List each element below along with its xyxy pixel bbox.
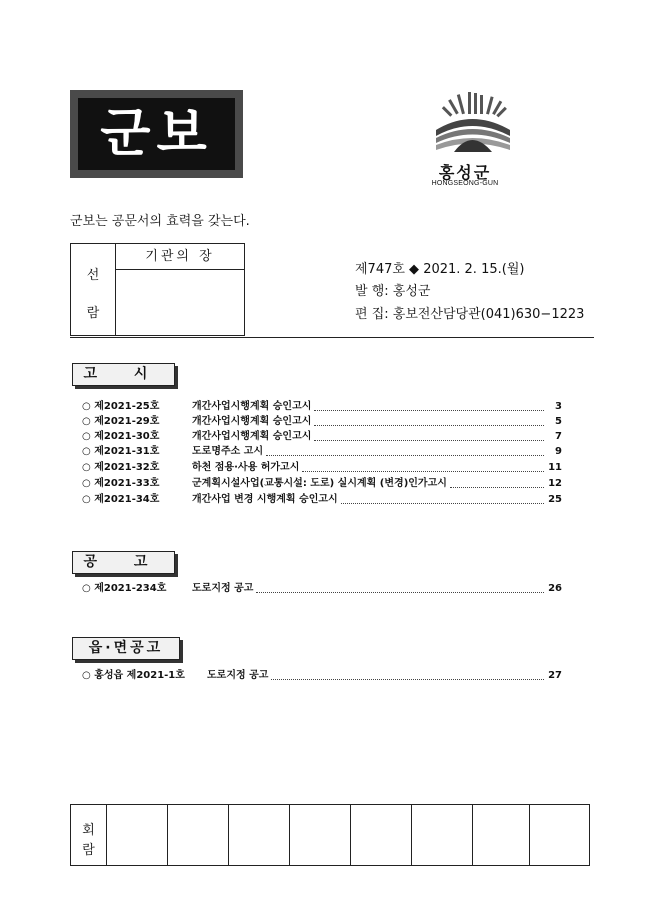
circulation-sign-cell[interactable] bbox=[107, 805, 168, 865]
circulation-sign-cell[interactable] bbox=[229, 805, 290, 865]
toc-item-title: 개간사업시행계획 승인고시 bbox=[192, 416, 312, 427]
toc-item[interactable] bbox=[82, 415, 562, 429]
toc-item-title: 도로지정 공고 bbox=[207, 670, 269, 681]
toc-item-number: ○ 제2021-30호 bbox=[82, 431, 160, 442]
toc-leader-dots bbox=[314, 439, 544, 441]
toc-item-title: 군계획시설사업(교통시설: 도로) 실시계획 (변경)인가고시 bbox=[192, 478, 447, 489]
toc-item[interactable] bbox=[82, 461, 562, 475]
approval-label-top: 선 bbox=[86, 268, 100, 283]
toc-item-page: 9 bbox=[555, 446, 562, 457]
toc-leader-dots bbox=[266, 454, 544, 456]
toc-item-number: ○ 홍성읍 제2021-1호 bbox=[82, 670, 185, 681]
circulation-table bbox=[70, 804, 590, 866]
toc-item-number: ○ 제2021-32호 bbox=[82, 462, 160, 473]
circulation-sign-cell[interactable] bbox=[412, 805, 473, 865]
approval-label-cell bbox=[71, 244, 116, 335]
logo-english-name: HONGSEONG-GUN bbox=[431, 180, 499, 187]
toc-item-page: 26 bbox=[548, 583, 562, 594]
toc-item[interactable] bbox=[82, 669, 562, 683]
circulation-label-top: 회 bbox=[82, 823, 95, 838]
circulation-sign-cell[interactable] bbox=[351, 805, 412, 865]
toc-item-page: 27 bbox=[548, 670, 562, 681]
toc-item[interactable] bbox=[82, 430, 562, 444]
toc-item-title: 개간사업시행계획 승인고시 bbox=[192, 401, 312, 412]
header-divider bbox=[70, 337, 594, 338]
toc-item[interactable] bbox=[82, 582, 562, 596]
tagline: 군보는 공문서의 효력을 갖는다. bbox=[70, 214, 250, 229]
hongseong-logo-icon bbox=[432, 90, 514, 160]
toc-item-number: ○ 제2021-34호 bbox=[82, 494, 160, 505]
toc-item-page: 3 bbox=[555, 401, 562, 412]
title-block bbox=[70, 90, 243, 178]
section-heading-announcement: 공 고 bbox=[72, 551, 175, 574]
section-heading-town-announcement: 읍·면공고 bbox=[72, 637, 180, 660]
toc-item-number: ○ 제2021-29호 bbox=[82, 416, 160, 427]
toc-item-number: ○ 제2021-234호 bbox=[82, 583, 167, 594]
circulation-label-cell bbox=[71, 805, 107, 865]
section-heading-notice: 고 시 bbox=[72, 363, 175, 386]
toc-item-page: 11 bbox=[548, 462, 562, 473]
publisher-info: 발 행: 홍성군 bbox=[355, 284, 431, 299]
toc-leader-dots bbox=[256, 591, 544, 593]
toc-item-page: 25 bbox=[548, 494, 562, 505]
toc-item-number: ○ 제2021-33호 bbox=[82, 478, 160, 489]
issue-info: 제747호 ◆ 2021. 2. 15.(월) bbox=[355, 262, 525, 277]
toc-item-page: 7 bbox=[555, 431, 562, 442]
editor-info: 편 집: 홍보전산담당관(041)630−1223 bbox=[355, 307, 585, 322]
toc-item-number: ○ 제2021-31호 bbox=[82, 446, 160, 457]
toc-item-title: 도로지정 공고 bbox=[192, 583, 254, 594]
bulletin-title: 군보 bbox=[78, 98, 235, 170]
approval-head-cell: 기관의 장 bbox=[116, 244, 244, 270]
toc-item[interactable] bbox=[82, 493, 562, 507]
toc-item-title: 개간사업시행계획 승인고시 bbox=[192, 431, 312, 442]
toc-item[interactable] bbox=[82, 445, 562, 459]
toc-item-title: 하천 점용·사용 허가고시 bbox=[192, 462, 300, 473]
toc-leader-dots bbox=[302, 470, 544, 472]
circulation-sign-cell[interactable] bbox=[168, 805, 229, 865]
approval-table bbox=[70, 243, 245, 336]
toc-leader-dots bbox=[271, 678, 544, 680]
circulation-sign-cell[interactable] bbox=[530, 805, 589, 865]
approval-label-bottom: 람 bbox=[86, 306, 100, 321]
toc-leader-dots bbox=[341, 502, 544, 504]
toc-leader-dots bbox=[450, 486, 544, 488]
toc-item[interactable] bbox=[82, 400, 562, 414]
toc-item-page: 5 bbox=[555, 416, 562, 427]
toc-item-page: 12 bbox=[548, 478, 562, 489]
circulation-sign-cell[interactable] bbox=[290, 805, 351, 865]
toc-item-title: 도로명주소 고시 bbox=[192, 446, 264, 457]
toc-leader-dots bbox=[314, 424, 544, 426]
toc-item-number: ○ 제2021-25호 bbox=[82, 401, 160, 412]
circulation-sign-cell[interactable] bbox=[473, 805, 530, 865]
circulation-label-bottom: 람 bbox=[82, 843, 95, 858]
toc-item-title: 개간사업 변경 시행계획 승인고시 bbox=[192, 494, 338, 505]
toc-leader-dots bbox=[314, 409, 544, 411]
logo-korean-name: 홍성군 bbox=[438, 163, 492, 182]
toc-item[interactable] bbox=[82, 477, 562, 491]
